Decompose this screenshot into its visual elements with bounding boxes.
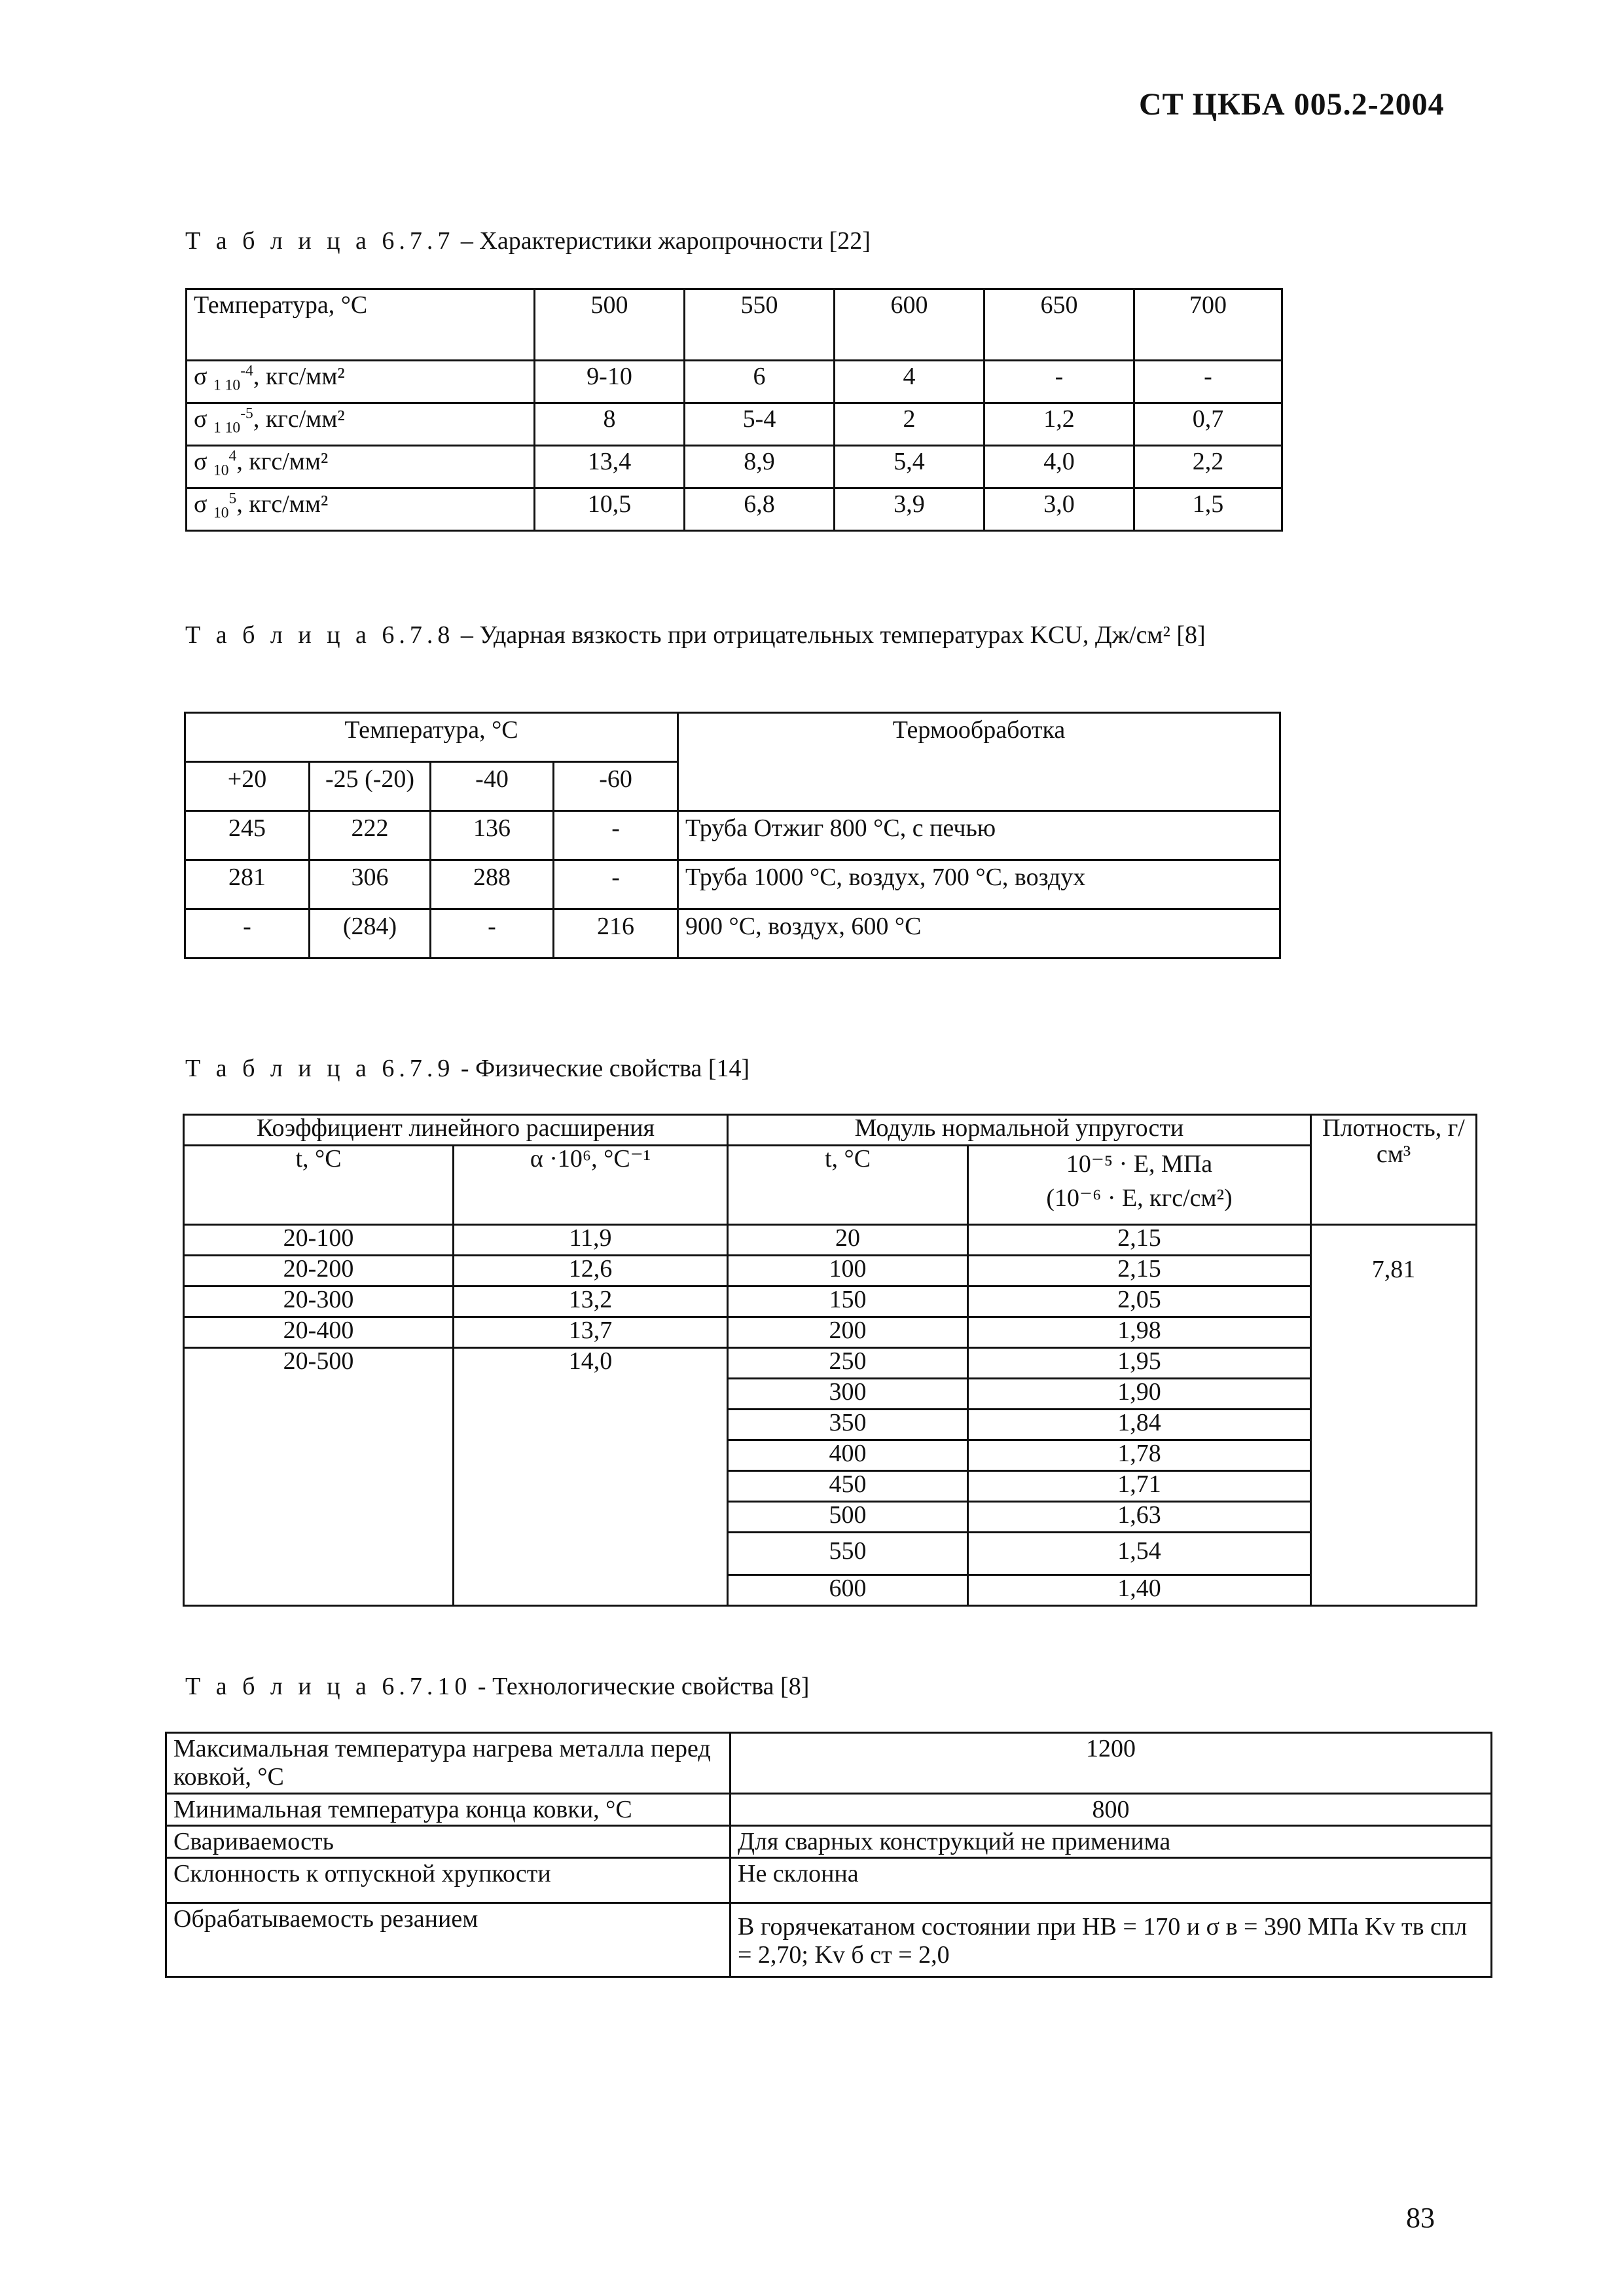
table-cell: 5,4 [835, 446, 984, 488]
table-cell: 1,2 [984, 403, 1134, 446]
table-cell: 2,15 [968, 1256, 1311, 1286]
table-6-7-7-caption [185, 227, 871, 255]
table-cell: 20-100 [184, 1225, 454, 1256]
table-cell: - [554, 860, 678, 909]
table-cell: 1,98 [968, 1317, 1311, 1348]
table-cell: 245 [185, 811, 310, 860]
technological-properties-table [165, 1732, 1492, 1978]
row-label: σ $_{10}^4$, кгс/мм² [187, 446, 535, 488]
table-row [166, 1733, 1492, 1794]
e-col-header [968, 1146, 1311, 1225]
table-cell: 12,6 [454, 1256, 728, 1286]
row-label: σ $_{1 10}^{-5}$, кгс/мм² [187, 403, 535, 446]
table-6-7-10-caption [185, 1672, 809, 1701]
temp-col: -40 [431, 762, 554, 811]
density-value: 7,81 [1311, 1225, 1477, 1606]
temp-col: +20 [185, 762, 310, 811]
table-cell: 1,84 [968, 1410, 1311, 1440]
table-cell: 281 [185, 860, 310, 909]
table-cell: 20 [728, 1225, 968, 1256]
density-header: Плотность, г/см³ [1311, 1115, 1477, 1225]
table-cell: 306 [310, 860, 431, 909]
table-cell: 14,0 [454, 1348, 728, 1606]
temp-col: 500 [535, 289, 685, 361]
table-6-7-8-label: Т а б л и ц а 6.7.8 [185, 621, 455, 649]
table-cell: 2,2 [1134, 446, 1282, 488]
t2-col-header: t, °С [728, 1146, 968, 1225]
table-cell: 9-10 [535, 361, 685, 403]
table-row [166, 1794, 1492, 1826]
table-row [187, 403, 1282, 446]
table-row [166, 1858, 1492, 1903]
page-number: 83 [1406, 2202, 1435, 2234]
table-cell: - [185, 909, 310, 958]
treatment-cell: 900 °С, воздух, 600 °С [678, 909, 1280, 958]
table-cell: 2,05 [968, 1286, 1311, 1317]
value-cell: Не склонна [731, 1858, 1492, 1903]
table-cell: 13,4 [535, 446, 685, 488]
value-cell: 800 [731, 1794, 1492, 1826]
property-cell: Обрабатываемость резанием [166, 1903, 731, 1977]
table-cell: 8,9 [685, 446, 835, 488]
table-cell: 13,2 [454, 1286, 728, 1317]
table-cell: 550 [728, 1533, 968, 1575]
e-col-header-kgs: (10⁻⁶ · Е, кгс/см²) [1046, 1184, 1233, 1212]
table-cell: 4,0 [984, 446, 1134, 488]
table-cell: 150 [728, 1286, 968, 1317]
property-cell: Свариваемость [166, 1826, 731, 1858]
table-cell: 3,9 [835, 488, 984, 531]
table-cell: 11,9 [454, 1225, 728, 1256]
table-cell: - [1134, 361, 1282, 403]
table-row [185, 909, 1280, 958]
table-row [185, 811, 1280, 860]
table-cell: 4 [835, 361, 984, 403]
table-cell: 1,71 [968, 1471, 1311, 1502]
table-row [187, 361, 1282, 403]
treatment-cell: Труба Отжиг 800 °С, с печью [678, 811, 1280, 860]
table-cell: - [984, 361, 1134, 403]
table-cell: 1,63 [968, 1502, 1311, 1533]
table-row [184, 1286, 1477, 1317]
table-6-7-9-caption [185, 1054, 749, 1083]
table-cell: 600 [728, 1575, 968, 1606]
table-6-7-9-label: Т а б л и ц а 6.7.9 [185, 1055, 455, 1082]
temp-col: 550 [685, 289, 835, 361]
temperature-header: Температура, °С [187, 289, 535, 361]
temperature-header: Температура, °С [185, 713, 678, 762]
property-cell: Склонность к отпускной хрупкости [166, 1858, 731, 1903]
value-cell: В горячекатаном состоянии при НВ = 170 и σ в = 390 МПа Kv тв спл = 2,70; Kv б ст = 2,0 [731, 1903, 1492, 1977]
treatment-cell: Труба 1000 °С, воздух, 700 °С, воздух [678, 860, 1280, 909]
table-6-7-10-title: - Технологические свойства [8] [471, 1673, 810, 1700]
table-6-7-10-label: Т а б л и ц а 6.7.10 [185, 1673, 472, 1700]
property-cell: Минимальная температура конца ковки, °С [166, 1794, 731, 1826]
expansion-header: Коэффициент линейного расширения [184, 1115, 728, 1146]
table-cell: 3,0 [984, 488, 1134, 531]
impact-strength-table [184, 712, 1281, 959]
table-6-7-8-title: – Ударная вязкость при отрицательных температурах KCU, Дж/см² [8] [454, 621, 1206, 649]
table-cell: 300 [728, 1379, 968, 1410]
table-cell: - [554, 811, 678, 860]
table-cell: 216 [554, 909, 678, 958]
value-cell: Для сварных конструкций не применима [731, 1826, 1492, 1858]
table-header-row [187, 289, 1282, 361]
table-cell: 20-300 [184, 1286, 454, 1317]
e-col-header-si: 10⁻⁵ · Е, МПа [1066, 1150, 1213, 1178]
table-row [187, 488, 1282, 531]
table-cell: 1,40 [968, 1575, 1311, 1606]
table-6-7-8-caption [185, 621, 1206, 649]
table-6-7-7-label: Т а б л и ц а 6.7.7 [185, 227, 455, 255]
value-cell: 1200 [731, 1733, 1492, 1794]
temp-col: -60 [554, 762, 678, 811]
table-cell: 20-400 [184, 1317, 454, 1348]
table-cell: 400 [728, 1440, 968, 1471]
table-cell: 8 [535, 403, 685, 446]
property-cell: Максимальная температура нагрева металла перед ковкой, °С [166, 1733, 731, 1794]
table-row [184, 1256, 1477, 1286]
table-cell: 1,78 [968, 1440, 1311, 1471]
table-cell: 2,15 [968, 1225, 1311, 1256]
treatment-header: Термообработка [678, 713, 1280, 811]
table-row [166, 1903, 1492, 1977]
row-label: σ $_{1 10}^{-4}$, кгс/мм² [187, 361, 535, 403]
table-cell: 6 [685, 361, 835, 403]
table-6-7-7-title: – Характеристики жаропрочности [22] [454, 227, 871, 255]
heat-resistance-table [185, 288, 1283, 532]
table-cell: 1,90 [968, 1379, 1311, 1410]
temp-col: 650 [984, 289, 1134, 361]
table-cell: 222 [310, 811, 431, 860]
table-cell: 1,95 [968, 1348, 1311, 1379]
temp-col: 600 [835, 289, 984, 361]
modulus-header: Модуль нормальной упругости [728, 1115, 1311, 1146]
temp-col: -25 (-20) [310, 762, 431, 811]
table-6-7-9-title: - Физические свойства [14] [454, 1055, 750, 1082]
table-cell: 250 [728, 1348, 968, 1379]
table-cell: 10,5 [535, 488, 685, 531]
table-cell: 200 [728, 1317, 968, 1348]
alpha-col-header: α ·10⁶, °С⁻¹ [454, 1146, 728, 1225]
table-cell: 100 [728, 1256, 968, 1286]
table-row [184, 1225, 1477, 1256]
table-row [187, 446, 1282, 488]
table-header-row [184, 1115, 1477, 1146]
table-cell: 2 [835, 403, 984, 446]
temp-col: 700 [1134, 289, 1282, 361]
table-header-row [185, 713, 1280, 762]
document-code: СТ ЦКБА 005.2-2004 [1139, 87, 1445, 122]
table-cell: 136 [431, 811, 554, 860]
table-row [166, 1826, 1492, 1858]
table-row [184, 1317, 1477, 1348]
table-cell: (284) [310, 909, 431, 958]
table-cell: 450 [728, 1471, 968, 1502]
table-cell: 350 [728, 1410, 968, 1440]
table-row [185, 860, 1280, 909]
table-cell: 1,54 [968, 1533, 1311, 1575]
table-cell: 0,7 [1134, 403, 1282, 446]
table-cell: 13,7 [454, 1317, 728, 1348]
table-cell: 6,8 [685, 488, 835, 531]
table-cell: 20-200 [184, 1256, 454, 1286]
table-cell: 500 [728, 1502, 968, 1533]
table-cell: 20-500 [184, 1348, 454, 1606]
t-col-header: t, °С [184, 1146, 454, 1225]
row-label: σ $_{10}^5$, кгс/мм² [187, 488, 535, 531]
table-cell: 1,5 [1134, 488, 1282, 531]
table-cell: - [431, 909, 554, 958]
table-cell: 5-4 [685, 403, 835, 446]
table-row [184, 1348, 1477, 1379]
physical-properties-table [183, 1114, 1477, 1607]
table-cell: 288 [431, 860, 554, 909]
table-subheader-row [184, 1146, 1477, 1225]
